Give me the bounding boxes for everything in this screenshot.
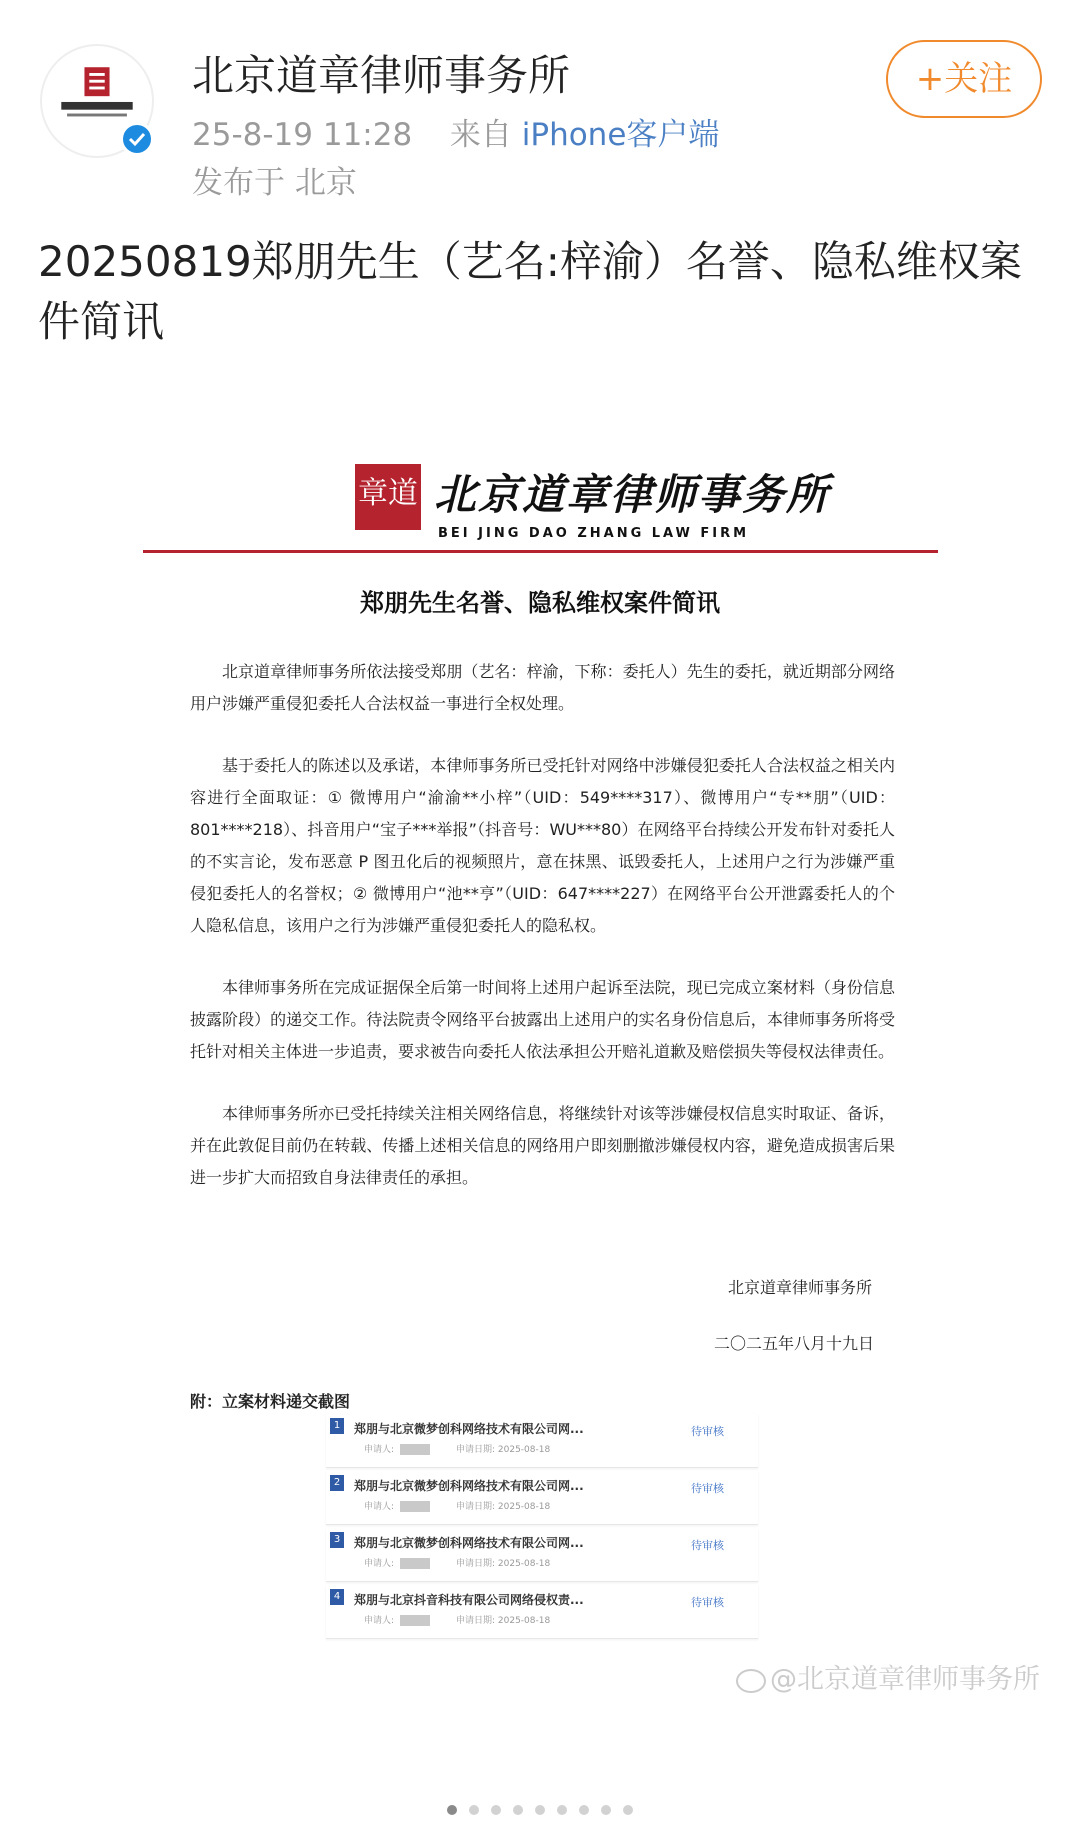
case-row xyxy=(326,1528,758,1582)
document-paragraph: 北京道章律师事务所依法接受郑朋（艺名：梓渝，下称：委托人）先生的委托，就近期部分网络用户涉嫌严重侵犯委托人合法权益一事进行全权处理。 xyxy=(190,662,895,713)
firm-name-en: BEI JING DAO ZHANG LAW FIRM xyxy=(438,526,750,541)
case-status: 待审核 xyxy=(691,1596,724,1609)
case-status: 待审核 xyxy=(691,1425,724,1438)
document-paragraph: 基于委托人的陈述以及承诺，本律师事务所已受托针对网络中涉嫌侵犯委托人合法权益之相关内容进行全面取证：① 微博用户“渝渝**小梓”（UID：549****317）、微博用户“专**朋”（UID：801****218）、抖音用户“宝子***举报”（抖音号：WU***80）在网络平台持续公开发布针对委托人的不实言论，发布恶意 P 图丑化后的视频照片，意在抹黑、诋毁委托人，上述用户之行为涉嫌严重侵犯委托人的名誉权；② 微博用户“池**亨”（UID：647****227）在网络平台公开泄露委托人的个人隐私信息，该用户之行为涉嫌严重侵犯委托人的隐私权。 xyxy=(190,756,895,935)
case-applicant-label: 申请人: xyxy=(364,1502,395,1512)
case-title: 郑朋与北京微梦创科网络技术有限公司网... xyxy=(354,1536,584,1550)
pager-dot[interactable] xyxy=(491,1805,501,1815)
case-status: 待审核 xyxy=(691,1539,724,1552)
follow-button[interactable]: +关注 xyxy=(886,40,1042,118)
case-row xyxy=(326,1585,758,1639)
case-date: 申请日期: 2025-08-18 xyxy=(456,1616,551,1626)
image-pager xyxy=(0,1800,1080,1820)
pager-dot[interactable] xyxy=(623,1805,633,1815)
case-date: 申请日期: 2025-08-18 xyxy=(456,1559,551,1569)
case-title: 郑朋与北京微梦创科网络技术有限公司网... xyxy=(354,1422,584,1436)
case-status: 待审核 xyxy=(691,1482,724,1495)
case-title: 郑朋与北京抖音科技有限公司网络侵权责... xyxy=(354,1593,584,1607)
firm-name-cn: 北京道章律师事务所 xyxy=(434,470,831,519)
document-paragraph: 本律师事务所亦已受托持续关注相关网络信息，将继续针对该等涉嫌侵权信息实时取证、备诉，并在此敦促目前仍在转载、传播上述相关信息的网络用户即刻删撤涉嫌侵权内容，避免造成损害后果进一步扩大而招致自身法律责任的承担。 xyxy=(190,1104,895,1187)
case-applicant-label: 申请人: xyxy=(364,1559,395,1569)
post-source[interactable]: iPhone客户端 xyxy=(521,117,720,153)
post-image[interactable] xyxy=(0,400,1080,1780)
watermark-text: @北京道章律师事务所 xyxy=(770,1664,1040,1695)
firm-seal-icon xyxy=(355,464,421,530)
case-list xyxy=(326,1414,758,1642)
pager-dot[interactable] xyxy=(447,1805,457,1815)
document-body xyxy=(190,656,895,1224)
redacted-block xyxy=(400,1615,430,1626)
document-heading: 郑朋先生名誉、隐私维权案件简讯 xyxy=(360,589,720,617)
case-row xyxy=(326,1414,758,1468)
header-divider xyxy=(143,550,938,553)
case-number: 3 xyxy=(330,1532,344,1548)
post-source-prefix: 来自 xyxy=(449,117,512,153)
case-applicant-label: 申请人: xyxy=(364,1445,395,1455)
post-timestamp: 25-8-19 11:28 xyxy=(192,117,413,153)
redacted-block xyxy=(400,1501,430,1512)
appendix-label: 附：立案材料递交截图 xyxy=(190,1392,351,1411)
post-title: 20250819郑朋先生（艺名:梓渝）名誉、隐私维权案件简讯 xyxy=(38,237,1022,346)
case-applicant-label: 申请人: xyxy=(364,1616,395,1626)
document-paragraph: 本律师事务所在完成证据保全后第一时间将上述用户起诉至法院，现已完成立案材料（身份信息披露阶段）的递交工作。待法院责令网络平台披露出上述用户的实名身份信息后，本律师事务所将受托针对相关主体进一步追责，要求被告向委托人依法承担公开赔礼道歉及赔偿损失等侵权法律责任。 xyxy=(190,978,895,1061)
signature-firm: 北京道章律师事务所 xyxy=(728,1278,873,1297)
post-location: 发布于 北京 xyxy=(192,165,357,201)
pager-dot[interactable] xyxy=(579,1805,589,1815)
case-number: 4 xyxy=(330,1589,344,1605)
redacted-block xyxy=(400,1558,430,1569)
signature-date: 二〇二五年八月十九日 xyxy=(714,1334,875,1353)
image-watermark xyxy=(736,1662,1040,1698)
redacted-block xyxy=(400,1444,430,1455)
pager-dot[interactable] xyxy=(469,1805,479,1815)
pager-dot[interactable] xyxy=(513,1805,523,1815)
weibo-logo-icon xyxy=(736,1669,766,1693)
case-row xyxy=(326,1471,758,1525)
post-meta xyxy=(192,114,719,156)
pager-dot[interactable] xyxy=(601,1805,611,1815)
pager-dot[interactable] xyxy=(535,1805,545,1815)
case-number: 1 xyxy=(330,1418,344,1434)
case-date: 申请日期: 2025-08-18 xyxy=(456,1445,551,1455)
verified-badge-icon xyxy=(120,122,154,156)
firm-seal-text: 章道 xyxy=(358,476,418,511)
author-name[interactable]: 北京道章律师事务所 xyxy=(192,51,571,100)
case-title: 郑朋与北京微梦创科网络技术有限公司网... xyxy=(354,1479,584,1493)
case-date: 申请日期: 2025-08-18 xyxy=(456,1502,551,1512)
case-number: 2 xyxy=(330,1475,344,1491)
pager-dot[interactable] xyxy=(557,1805,567,1815)
